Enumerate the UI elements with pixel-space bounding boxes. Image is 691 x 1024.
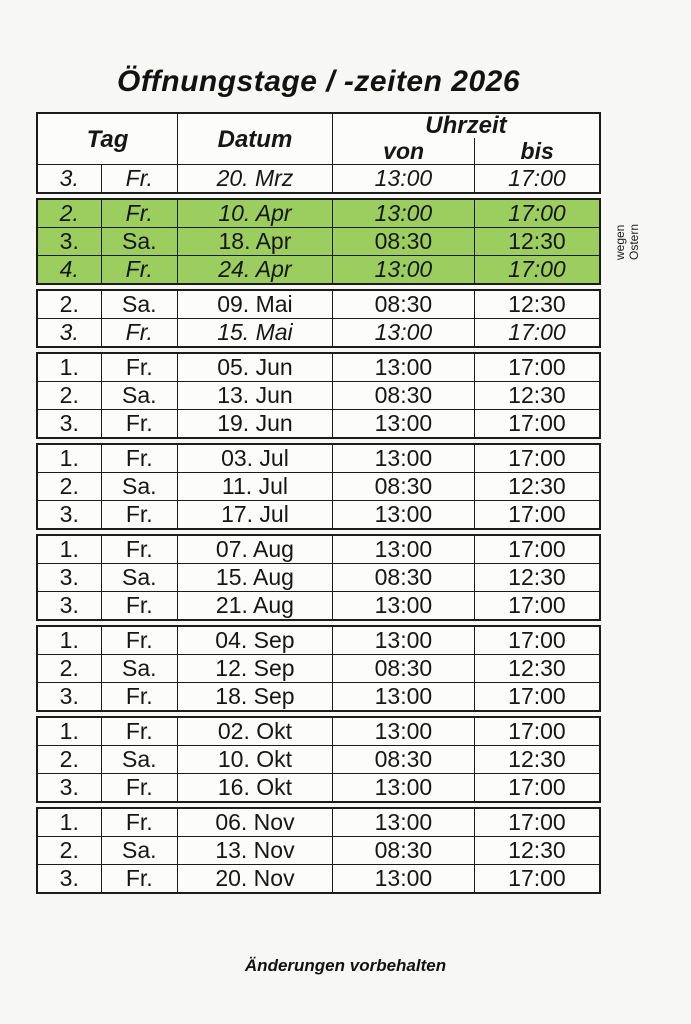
row-von-cell: 13:00 — [332, 865, 474, 892]
row-bis-cell: 12:30 — [474, 228, 599, 255]
row-date-cell: 03. Jul — [177, 445, 332, 472]
month-group — [36, 534, 601, 621]
row-day-cell: Fr. — [101, 683, 177, 710]
row-num-cell: 2. — [59, 200, 79, 226]
row-date-cell: 13. Nov — [177, 837, 332, 864]
row-bis-cell: 17:00 — [474, 718, 599, 745]
row-von-cell: 13:00 — [332, 774, 474, 801]
row-von-cell: 13:00 — [332, 809, 474, 836]
row-day-cell: Fr. — [101, 256, 177, 283]
row-von-cell: 08:30 — [332, 291, 474, 318]
col-header-uhrzeit-zone — [332, 114, 599, 165]
row-von-cell: 08:30 — [332, 564, 474, 591]
row-von-cell: 13:00 — [332, 354, 474, 381]
row-num-cell: 2. — [59, 746, 79, 772]
month-group — [36, 289, 601, 348]
table-row — [38, 165, 599, 192]
row-day-cell: Fr. — [101, 536, 177, 563]
row-num-cell: 3. — [59, 319, 79, 345]
row-num-cell: 1. — [59, 718, 79, 744]
row-day-cell: Fr. — [101, 200, 177, 227]
row-date-cell: 05. Jun — [177, 354, 332, 381]
row-von-cell: 13:00 — [332, 445, 474, 472]
row-day-cell: Sa. — [101, 473, 177, 500]
row-day-cell: Sa. — [101, 655, 177, 682]
table-row — [38, 563, 599, 591]
row-num-cell: 3. — [59, 865, 79, 891]
row-bis-cell: 17:00 — [474, 774, 599, 801]
table-row — [38, 809, 599, 836]
row-day-cell: Sa. — [101, 746, 177, 773]
row-num-cell: 3. — [59, 564, 79, 590]
table-row — [38, 591, 599, 619]
month-group — [36, 352, 601, 439]
row-von-cell: 13:00 — [332, 256, 474, 283]
row-date-cell: 11. Jul — [177, 473, 332, 500]
row-date-cell: 17. Jul — [177, 501, 332, 528]
month-group — [36, 716, 601, 803]
month-group-march — [38, 164, 599, 192]
row-date-cell: 20. Mrz — [177, 165, 332, 192]
row-von-cell: 08:30 — [332, 382, 474, 409]
row-day-cell: Fr. — [101, 410, 177, 437]
row-bis-cell: 17:00 — [474, 627, 599, 654]
row-date-cell: 07. Aug — [177, 536, 332, 563]
row-num-cell: 2. — [59, 382, 79, 408]
row-day-cell: Fr. — [101, 774, 177, 801]
table-row — [38, 291, 599, 318]
row-bis-cell: 17:00 — [474, 865, 599, 892]
row-von-cell: 13:00 — [332, 319, 474, 346]
row-num-cell: 1. — [59, 627, 79, 653]
row-von-cell: 08:30 — [332, 746, 474, 773]
row-bis-cell: 17:00 — [474, 256, 599, 283]
side-note-line2: Ostern — [626, 223, 641, 260]
side-note-wegen-ostern — [605, 198, 649, 285]
row-num-cell: 1. — [59, 809, 79, 835]
row-day-cell: Fr. — [101, 445, 177, 472]
row-num-cell: 3. — [59, 501, 79, 527]
row-day-cell: Fr. — [101, 718, 177, 745]
row-bis-cell: 17:00 — [474, 809, 599, 836]
footer-note: Änderungen vorbehalten — [244, 956, 447, 975]
row-num-cell: 2. — [59, 655, 79, 681]
row-von-cell: 13:00 — [332, 501, 474, 528]
row-date-cell: 09. Mai — [177, 291, 332, 318]
row-date-cell: 15. Mai — [177, 319, 332, 346]
row-date-cell: 02. Okt — [177, 718, 332, 745]
row-day-cell: Sa. — [101, 228, 177, 255]
table-row — [38, 354, 599, 381]
row-num-cell: 3. — [59, 165, 79, 191]
row-von-cell: 13:00 — [332, 165, 474, 192]
row-von-cell: 08:30 — [332, 473, 474, 500]
row-num-cell: 3. — [59, 592, 79, 618]
row-bis-cell: 12:30 — [474, 382, 599, 409]
table-row — [38, 227, 599, 255]
row-bis-cell: 12:30 — [474, 837, 599, 864]
row-date-cell: 20. Nov — [177, 865, 332, 892]
table-row — [38, 381, 599, 409]
row-bis-cell: 17:00 — [474, 165, 599, 192]
table-row — [38, 627, 599, 654]
table-row — [38, 682, 599, 710]
row-num-cell: 3. — [59, 683, 79, 709]
table-row — [38, 745, 599, 773]
row-day-cell: Fr. — [101, 319, 177, 346]
row-bis-cell: 12:30 — [474, 291, 599, 318]
row-date-cell: 16. Okt — [177, 774, 332, 801]
row-day-cell: Fr. — [101, 865, 177, 892]
row-date-cell: 13. Jun — [177, 382, 332, 409]
col-header-tag: Tag — [86, 125, 129, 153]
row-num-cell: 4. — [59, 256, 79, 282]
row-date-cell: 04. Sep — [177, 627, 332, 654]
table-header-row — [38, 114, 599, 164]
table-row — [38, 718, 599, 745]
row-num-cell: 1. — [59, 354, 79, 380]
row-date-cell: 18. Sep — [177, 683, 332, 710]
table-row — [38, 500, 599, 528]
row-bis-cell: 12:30 — [474, 564, 599, 591]
row-bis-cell: 17:00 — [474, 410, 599, 437]
row-num-cell: 3. — [59, 774, 79, 800]
col-header-datum: Datum — [177, 114, 332, 165]
row-bis-cell: 17:00 — [474, 501, 599, 528]
row-date-cell: 10. Apr — [177, 200, 332, 227]
row-day-cell: Fr. — [101, 165, 177, 192]
side-note-line1: wegen — [612, 224, 627, 260]
row-bis-cell: 17:00 — [474, 354, 599, 381]
month-group — [36, 807, 601, 894]
col-header-vonbis-row — [333, 138, 599, 165]
page-title: Öffnungstage / -zeiten 2026 — [116, 65, 521, 98]
row-date-cell: 19. Jun — [177, 410, 332, 437]
row-bis-cell: 17:00 — [474, 592, 599, 619]
row-bis-cell: 17:00 — [474, 319, 599, 346]
month-groups — [36, 198, 601, 894]
table-row — [38, 836, 599, 864]
row-von-cell: 13:00 — [332, 592, 474, 619]
row-day-cell: Fr. — [101, 592, 177, 619]
row-date-cell: 18. Apr — [177, 228, 332, 255]
table-header-block — [36, 112, 601, 194]
row-von-cell: 08:30 — [332, 228, 474, 255]
row-bis-cell: 12:30 — [474, 746, 599, 773]
row-bis-cell: 17:00 — [474, 445, 599, 472]
row-day-cell: Sa. — [101, 382, 177, 409]
table-row — [38, 864, 599, 892]
row-von-cell: 13:00 — [332, 627, 474, 654]
row-num-cell: 1. — [59, 445, 79, 471]
table-row — [38, 200, 599, 227]
row-bis-cell: 12:30 — [474, 655, 599, 682]
col-header-bis: bis — [474, 138, 599, 165]
month-group — [36, 443, 601, 530]
row-von-cell: 13:00 — [332, 683, 474, 710]
table-row — [38, 773, 599, 801]
row-von-cell: 13:00 — [332, 536, 474, 563]
row-num-cell: 3. — [59, 228, 79, 254]
table-row — [38, 536, 599, 563]
row-von-cell: 08:30 — [332, 655, 474, 682]
row-day-cell: Sa. — [101, 564, 177, 591]
month-group — [36, 198, 601, 285]
row-num-cell: 2. — [59, 291, 79, 317]
row-num-cell: 3. — [59, 410, 79, 436]
row-von-cell: 13:00 — [332, 200, 474, 227]
row-num-cell: 1. — [59, 536, 79, 562]
col-header-uhrzeit: Uhrzeit — [425, 112, 507, 139]
table-row — [38, 472, 599, 500]
row-von-cell: 13:00 — [332, 410, 474, 437]
schedule-table — [36, 112, 641, 894]
row-day-cell: Sa. — [101, 291, 177, 318]
row-day-cell: Fr. — [101, 809, 177, 836]
row-bis-cell: 17:00 — [474, 200, 599, 227]
row-date-cell: 15. Aug — [177, 564, 332, 591]
col-header-von: von — [383, 138, 425, 164]
row-von-cell: 08:30 — [332, 837, 474, 864]
row-bis-cell: 17:00 — [474, 536, 599, 563]
row-day-cell: Fr. — [101, 501, 177, 528]
row-date-cell: 24. Apr — [177, 256, 332, 283]
table-row — [38, 654, 599, 682]
row-date-cell: 10. Okt — [177, 746, 332, 773]
row-day-cell: Fr. — [101, 627, 177, 654]
month-group — [36, 625, 601, 712]
row-num-cell: 2. — [59, 473, 79, 499]
table-row — [38, 255, 599, 283]
row-day-cell: Sa. — [101, 837, 177, 864]
row-num-cell: 2. — [59, 837, 79, 863]
table-row — [38, 445, 599, 472]
row-bis-cell: 12:30 — [474, 473, 599, 500]
table-row — [38, 318, 599, 346]
table-row — [38, 409, 599, 437]
row-date-cell: 12. Sep — [177, 655, 332, 682]
row-day-cell: Fr. — [101, 354, 177, 381]
side-note-text — [613, 223, 641, 259]
row-date-cell: 21. Aug — [177, 592, 332, 619]
row-date-cell: 06. Nov — [177, 809, 332, 836]
row-von-cell: 13:00 — [332, 718, 474, 745]
row-bis-cell: 17:00 — [474, 683, 599, 710]
